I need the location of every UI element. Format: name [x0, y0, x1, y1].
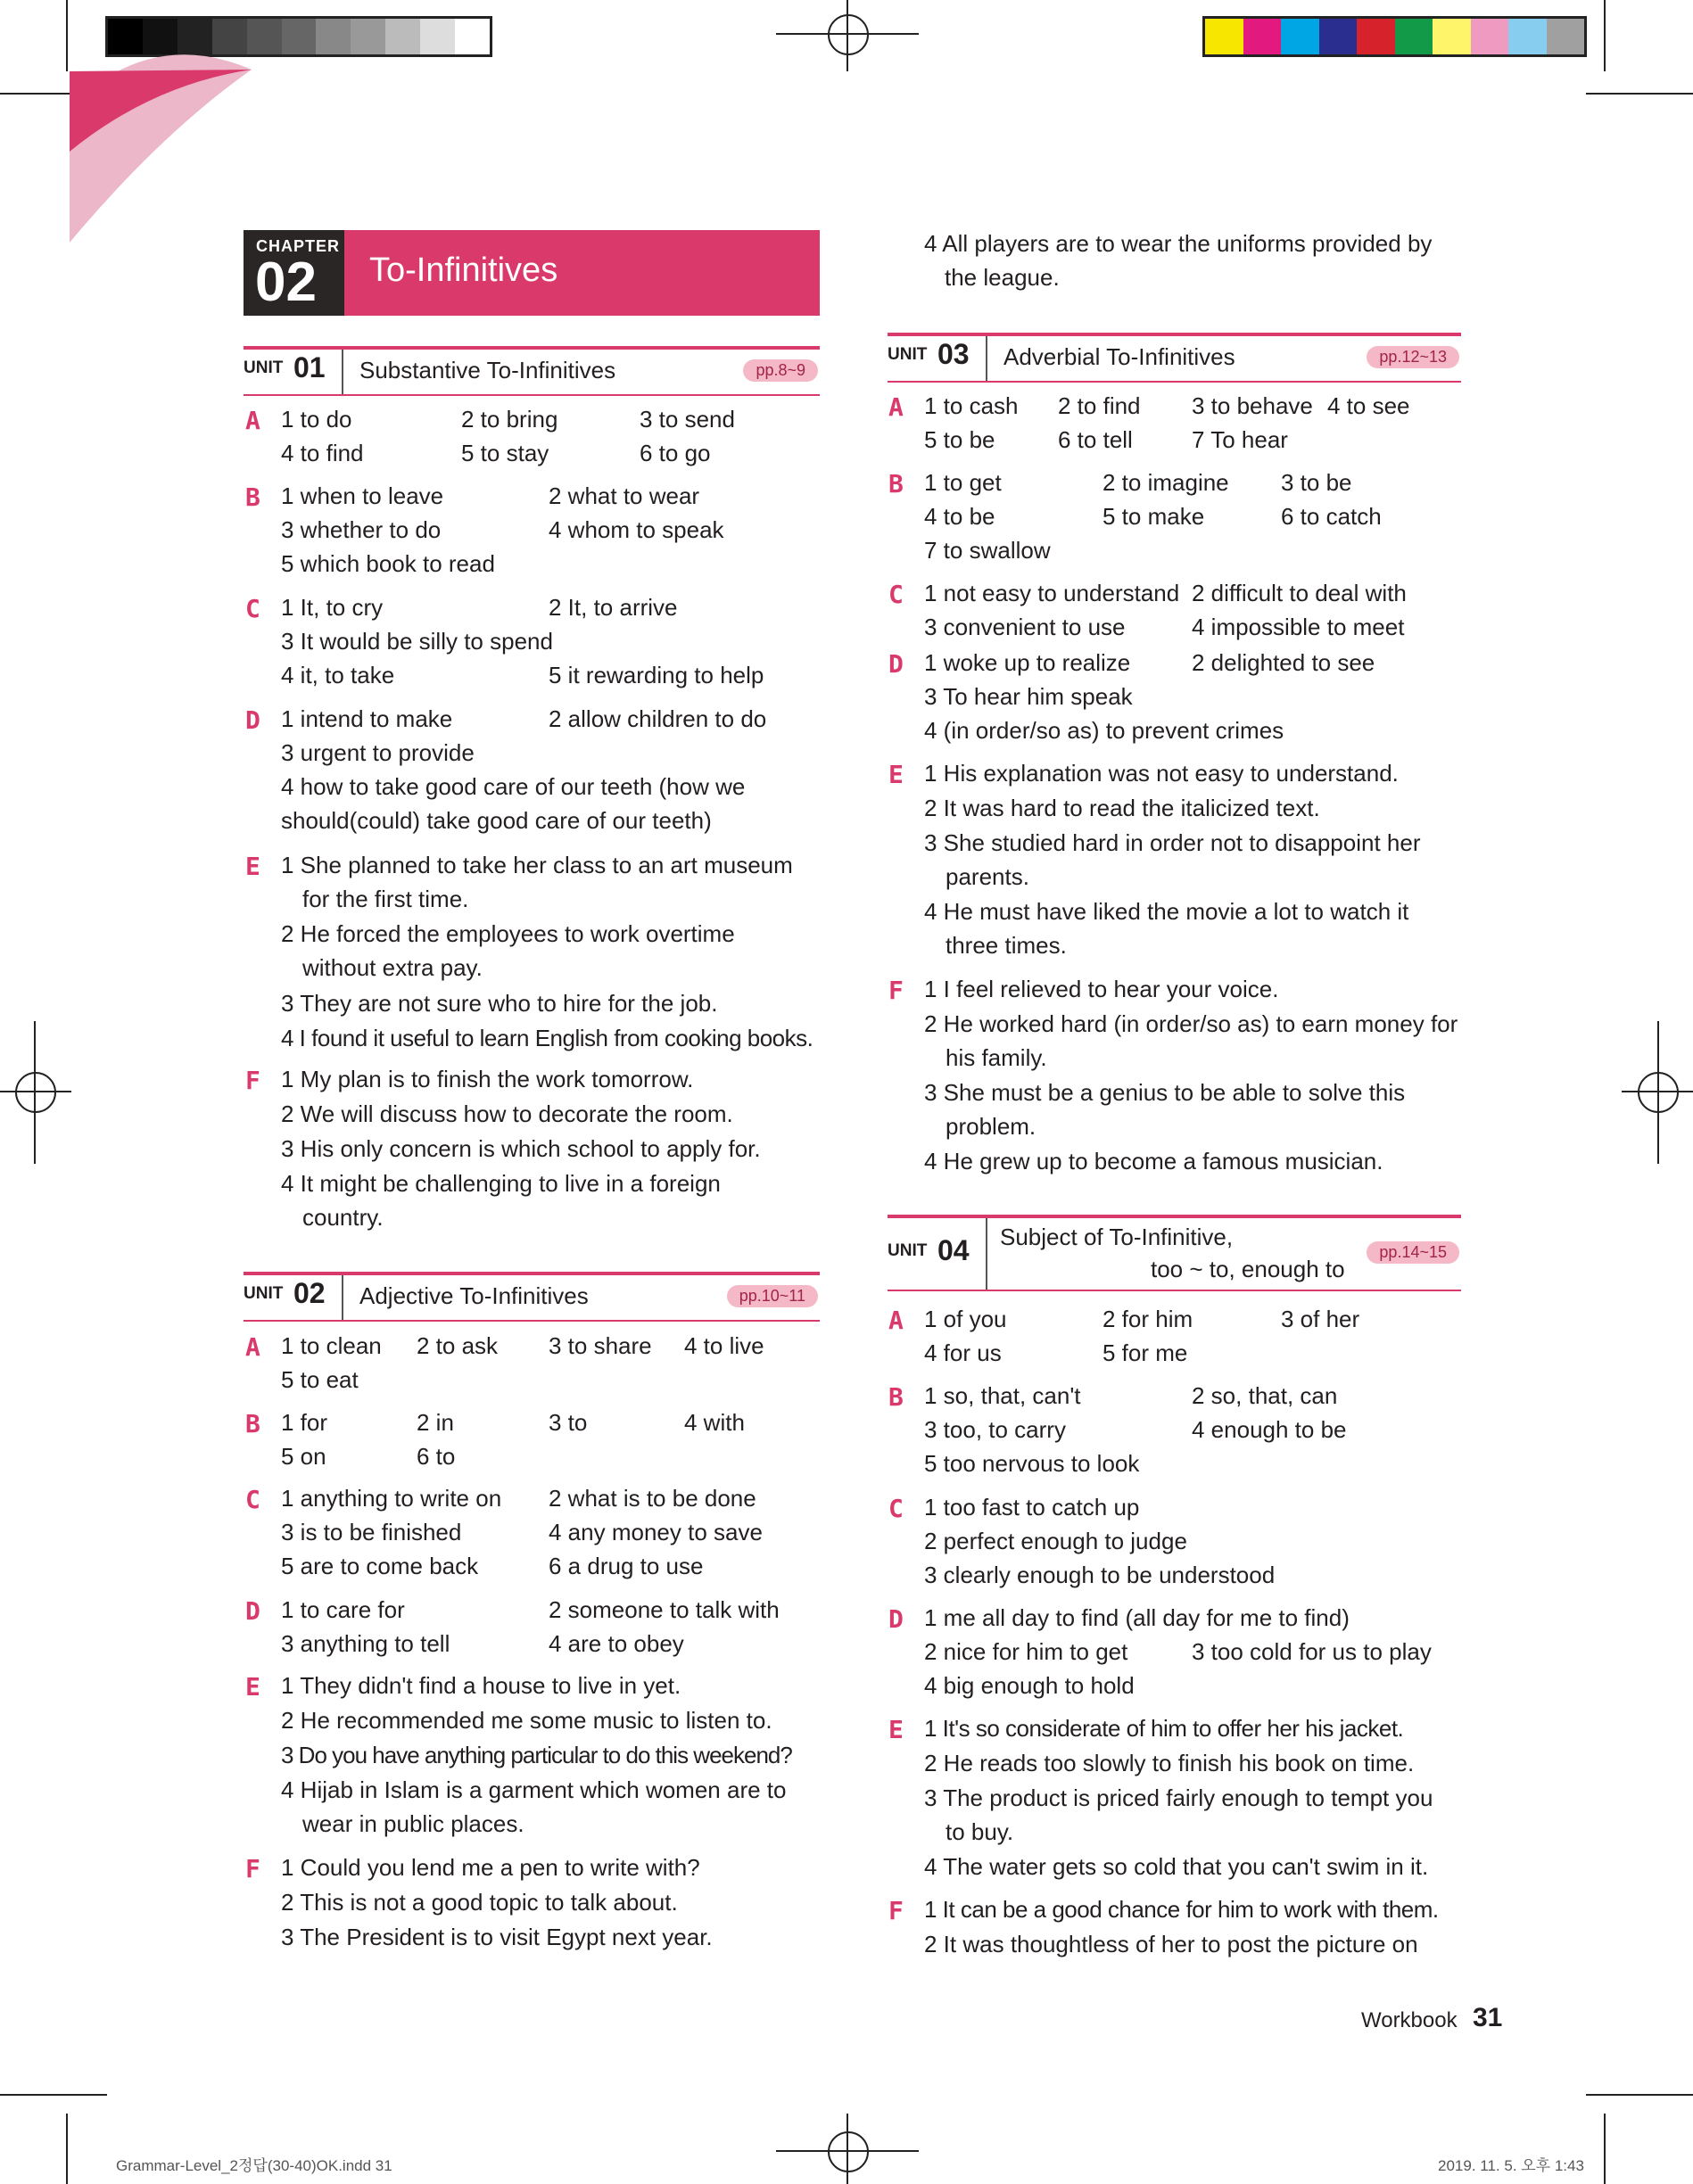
exercise-letter: D	[245, 1596, 260, 1626]
crop-mark	[66, 2114, 68, 2184]
u3-exercise-d	[888, 649, 1468, 756]
answer-line: to buy.	[946, 1818, 1014, 1845]
chapter-title-box	[344, 230, 820, 316]
answer: 4 (in order/so as) to prevent crimes	[924, 717, 1284, 744]
answer: 3 convenient to use	[924, 614, 1126, 640]
answer: 3 whether to do	[281, 516, 442, 543]
answer: 2 what is to be done	[549, 1485, 756, 1512]
answer: 2 It, to arrive	[549, 594, 678, 621]
answer: 2 nice for him to get	[924, 1638, 1128, 1665]
answer-line: 3 She studied hard in order not to disappoint her	[924, 829, 1421, 856]
answer: 1 anything to write on	[281, 1485, 502, 1512]
answer-line: 2 He worked hard (in order/so as) to earn money for	[924, 1010, 1458, 1037]
exercise-letter: C	[888, 1494, 904, 1523]
answer: 3 anything to tell	[281, 1630, 450, 1657]
answer: 3 to send	[640, 406, 735, 433]
answer: 6 to tell	[1058, 426, 1133, 453]
answer: 2 to bring	[461, 406, 558, 433]
answer: 6 to	[417, 1443, 456, 1470]
exercise-letter: E	[245, 852, 260, 881]
answer: 5 are to come back	[281, 1553, 479, 1579]
answer: 5 for me	[1103, 1339, 1188, 1366]
unit-divider	[342, 1275, 343, 1320]
footer-label: Workbook	[1361, 2008, 1458, 2032]
crop-mark	[1586, 93, 1693, 95]
unit-pages-badge: pp.8~9	[743, 359, 818, 382]
answer-line: 3 His only concern is which school to apply for.	[281, 1135, 761, 1162]
answer: 3 clearly enough to be understood	[924, 1562, 1276, 1588]
answer-line: 2 We will discuss how to decorate the room.	[281, 1100, 733, 1127]
exercise-letter: A	[245, 1332, 260, 1362]
answer-line: 2 It was hard to read the italicized text.	[924, 795, 1320, 821]
answer: 2 for him	[1103, 1306, 1193, 1332]
answer: 4 to find	[281, 440, 364, 466]
answer-line: 1 I feel relieved to hear your voice.	[924, 976, 1279, 1002]
unit-title: Adverbial To-Infinitives	[1003, 343, 1235, 370]
answer-line: 1 Could you lend me a pen to write with?	[281, 1854, 700, 1881]
answer: 3 To hear him speak	[924, 683, 1133, 710]
u2-exercise-f	[245, 1854, 825, 1961]
exercise-letter: D	[888, 649, 904, 679]
u3-exercise-e	[888, 760, 1468, 965]
unit-number: 01	[293, 351, 326, 383]
unit-label: UNIT	[244, 1284, 284, 1303]
unit-divider	[342, 350, 343, 394]
exercise-letter: A	[888, 1306, 904, 1335]
answer: 2 allow children to do	[549, 705, 767, 732]
answer-line: 3 Do you have anything particular to do this weekend?	[281, 1742, 792, 1768]
answer: 5 to eat	[281, 1366, 359, 1393]
u1-exercise-e	[245, 852, 825, 1057]
answer: 5 it rewarding to help	[549, 662, 764, 688]
exercise-letter: E	[888, 1715, 904, 1744]
answer: 1 to cash	[924, 392, 1019, 419]
exercise-letter: F	[245, 1066, 260, 1095]
registration-mark	[15, 1072, 56, 1113]
color-bar	[1202, 16, 1587, 57]
answer: 3 is to be finished	[281, 1519, 462, 1545]
registration-mark	[1638, 1072, 1679, 1113]
answer: 2 to find	[1058, 392, 1141, 419]
exercise-letter: B	[888, 1382, 904, 1412]
unit-pages-badge: pp.12~13	[1367, 346, 1459, 368]
chapter-number: 02	[255, 251, 317, 313]
page-number: 31	[1473, 2003, 1503, 2032]
exercise-letter: C	[888, 580, 904, 609]
exercise-letter: B	[888, 469, 904, 499]
answer: 1 for	[281, 1409, 328, 1436]
answer: 1 me all day to find (all day for me to find)	[924, 1604, 1350, 1631]
answer: 6 to go	[640, 440, 711, 466]
unit-03-header	[888, 333, 1461, 383]
exercise-letter: A	[245, 406, 260, 435]
answer: 2 what to wear	[549, 482, 700, 509]
u3-exercise-f	[888, 976, 1468, 1190]
answer: 1 to care for	[281, 1596, 405, 1623]
print-date: 2019. 11. 5. 오후 1:43	[1438, 2157, 1584, 2174]
answer-line: parents.	[946, 863, 1029, 890]
answer: 3 too, to carry	[924, 1416, 1066, 1443]
answer: should(could) take good care of our teeth)	[281, 807, 712, 834]
answer: 3 to be	[1281, 469, 1352, 496]
answer-line: 1 It's so considerate of him to offer her his jacket.	[924, 1715, 1404, 1742]
exercise-letter: B	[245, 482, 260, 512]
answer: 4 for us	[924, 1339, 1002, 1366]
answer: 4 to be	[924, 503, 995, 530]
answer: 3 of her	[1281, 1306, 1360, 1332]
answer-line: 1 My plan is to finish the work tomorrow.	[281, 1066, 694, 1092]
unit-01-header	[244, 346, 820, 396]
exercise-letter: D	[888, 1604, 904, 1634]
answer: 1 intend to make	[281, 705, 453, 732]
answer-line: 1 It can be a good chance for him to work with them.	[924, 1896, 1439, 1923]
answer: 7 to swallow	[924, 537, 1051, 564]
unit-title-line2: too ~ to, enough to	[1151, 1256, 1345, 1282]
answer: 3 too cold for us to play	[1192, 1638, 1432, 1665]
u1-exercise-b	[245, 482, 825, 589]
exercise-letter: E	[888, 760, 904, 789]
u4-exercise-a	[888, 1306, 1468, 1377]
u4-exercise-f	[888, 1896, 1468, 1967]
answer: 3 urgent to provide	[281, 739, 475, 766]
answer: 1 too fast to catch up	[924, 1494, 1140, 1521]
u3-exercise-c	[888, 580, 1468, 651]
unit-pages-badge: pp.10~11	[727, 1285, 818, 1307]
answer-line: 4 The water gets so cold that you can't swim in it.	[924, 1853, 1429, 1880]
answer: 5 to stay	[461, 440, 549, 466]
answer-line: 3 The product is priced fairly enough to tempt you	[924, 1784, 1433, 1811]
answer: 2 to ask	[417, 1332, 499, 1359]
registration-mark	[828, 14, 869, 55]
answer: 1 to clean	[281, 1332, 382, 1359]
unit-title-line1: Subject of To-Infinitive,	[1000, 1224, 1234, 1250]
unit-number: 03	[937, 338, 970, 370]
answer-line: 3 They are not sure who to hire for the job.	[281, 990, 718, 1017]
u2-exercise-b	[245, 1409, 825, 1480]
answer-line: 4 He must have liked the movie a lot to watch it	[924, 898, 1409, 925]
u4-exercise-e	[888, 1715, 1468, 1893]
crop-mark	[0, 2094, 107, 2096]
answer: 2 so, that, can	[1192, 1382, 1338, 1409]
answer: 3 to	[549, 1409, 588, 1436]
answer: 7 To hear	[1192, 426, 1288, 453]
answer-line: 4 Hijab in Islam is a garment which women are to	[281, 1776, 787, 1803]
unit-label: UNIT	[888, 1241, 928, 1260]
answer-line: 4 I found it useful to learn English from cooking books.	[281, 1025, 813, 1051]
answer: 1 It, to cry	[281, 594, 384, 621]
continued-answer	[924, 230, 1477, 301]
answer: 2 in	[417, 1409, 454, 1436]
crop-mark	[1604, 0, 1606, 71]
answer: 3 to behave	[1192, 392, 1313, 419]
crop-mark	[1604, 2114, 1606, 2184]
answer-line: 4 He grew up to become a famous musician.	[924, 1148, 1383, 1174]
answer: 5 to be	[924, 426, 995, 453]
answer-line: 2 It was thoughtless of her to post the picture on	[924, 1931, 1418, 1957]
unit-number: 04	[937, 1234, 970, 1266]
unit-divider	[986, 336, 987, 381]
unit-label: UNIT	[888, 345, 928, 364]
answer-line: 3 She must be a genius to be able to solve this	[924, 1079, 1406, 1106]
answer: 6 to catch	[1281, 503, 1382, 530]
answer-line: without extra pay.	[302, 954, 483, 981]
answer-line: 3 The President is to visit Egypt next year.	[281, 1924, 713, 1950]
answer: 1 when to leave	[281, 482, 444, 509]
chapter-header	[244, 230, 820, 316]
u4-exercise-b	[888, 1382, 1468, 1489]
answer: 4 how to take good care of our teeth (how we	[281, 773, 746, 800]
answer-line: 1 His explanation was not easy to understand.	[924, 760, 1399, 787]
exercise-letter: A	[888, 392, 904, 422]
answer: 1 to get	[924, 469, 1002, 496]
answer-line: problem.	[946, 1113, 1036, 1140]
u1-exercise-f	[245, 1066, 825, 1244]
answer: 4 big enough to hold	[924, 1672, 1135, 1699]
unit-pages-badge: pp.14~15	[1367, 1241, 1459, 1264]
answer: 1 to do	[281, 406, 352, 433]
answer: 3 It would be silly to spend	[281, 628, 553, 655]
answer: 2 perfect enough to judge	[924, 1528, 1187, 1554]
u2-exercise-a	[245, 1332, 825, 1404]
answer-line: three times.	[946, 932, 1067, 959]
u3-exercise-a	[888, 392, 1468, 464]
answer-line: 2 He reads too slowly to finish his book on time.	[924, 1750, 1415, 1776]
answer-line: his family.	[946, 1044, 1047, 1071]
chapter-number-box	[244, 230, 344, 316]
unit-number: 02	[293, 1277, 326, 1309]
u1-exercise-c	[245, 594, 825, 701]
answer: 3 to share	[549, 1332, 652, 1359]
answer-line: 4 It might be challenging to live in a foreign	[281, 1170, 721, 1197]
answer: 4 are to obey	[549, 1630, 684, 1657]
exercise-letter: C	[245, 1485, 260, 1514]
crop-mark	[1586, 2094, 1693, 2096]
answer: 6 a drug to use	[549, 1553, 704, 1579]
answer: 4 to see	[1327, 392, 1410, 419]
answer: 2 to imagine	[1103, 469, 1229, 496]
u1-exercise-d	[245, 705, 825, 848]
exercise-letter: E	[245, 1672, 260, 1702]
answer: 4 it, to take	[281, 662, 395, 688]
answer-line: 1 She planned to take her class to an art museum	[281, 852, 793, 878]
unit-title: Adjective To-Infinitives	[359, 1282, 589, 1309]
decorative-swoosh	[0, 0, 268, 250]
answer: 4 whom to speak	[549, 516, 724, 543]
answer: 5 on	[281, 1443, 326, 1470]
exercise-letter: C	[245, 594, 260, 623]
answer-line: 2 He forced the employees to work overtime	[281, 920, 735, 947]
answer-line: wear in public places.	[302, 1810, 524, 1837]
answer: 5 too nervous to look	[924, 1450, 1140, 1477]
answer: 2 difficult to deal with	[1192, 580, 1407, 606]
answer: 1 of you	[924, 1306, 1007, 1332]
chapter-label: CHAPTER	[256, 237, 341, 255]
exercise-letter: F	[888, 976, 904, 1005]
answer-line: the league.	[945, 264, 1060, 291]
answer: 2 delighted to see	[1192, 649, 1375, 676]
u4-exercise-c	[888, 1494, 1468, 1601]
answer: 4 with	[684, 1409, 745, 1436]
answer: 4 any money to save	[549, 1519, 763, 1545]
answer-line: 1 They didn't find a house to live in yet.	[281, 1672, 681, 1699]
u3-exercise-b	[888, 469, 1468, 576]
answer: 1 woke up to realize	[924, 649, 1131, 676]
unit-02-header	[244, 1272, 820, 1322]
answer: 1 so, that, can't	[924, 1382, 1081, 1409]
exercise-letter: F	[888, 1896, 904, 1925]
exercise-letter: D	[245, 705, 260, 735]
answer-line: 2 This is not a good topic to talk about.	[281, 1889, 678, 1916]
unit-label: UNIT	[244, 359, 284, 377]
answer-line: 4 All players are to wear the uniforms provided by	[924, 230, 1433, 257]
registration-mark	[828, 2131, 869, 2172]
answer: 5 to make	[1103, 503, 1205, 530]
exercise-letter: F	[245, 1854, 260, 1883]
answer: 4 to live	[684, 1332, 764, 1359]
unit-divider	[986, 1218, 987, 1290]
unit-title: Substantive To-Infinitives	[359, 357, 616, 383]
file-info: Grammar-Level_2정답(30-40)OK.indd 31	[116, 2157, 392, 2174]
u2-exercise-d	[245, 1596, 825, 1668]
answer-line: country.	[302, 1204, 384, 1231]
u2-exercise-c	[245, 1485, 825, 1592]
exercise-letter: B	[245, 1409, 260, 1438]
answer: 2 someone to talk with	[549, 1596, 780, 1623]
answer: 4 enough to be	[1192, 1416, 1347, 1443]
chapter-title: To-Infinitives	[369, 251, 558, 289]
u2-exercise-e	[245, 1672, 825, 1850]
answer-line: for the first time.	[302, 886, 469, 912]
answer: 4 impossible to meet	[1192, 614, 1405, 640]
u1-exercise-a	[245, 406, 825, 477]
unit-04-header	[888, 1215, 1461, 1291]
answer-line: 2 He recommended me some music to listen to.	[281, 1707, 772, 1734]
answer: 5 which book to read	[281, 550, 495, 577]
u4-exercise-d	[888, 1604, 1468, 1711]
answer: 1 not easy to understand	[924, 580, 1180, 606]
